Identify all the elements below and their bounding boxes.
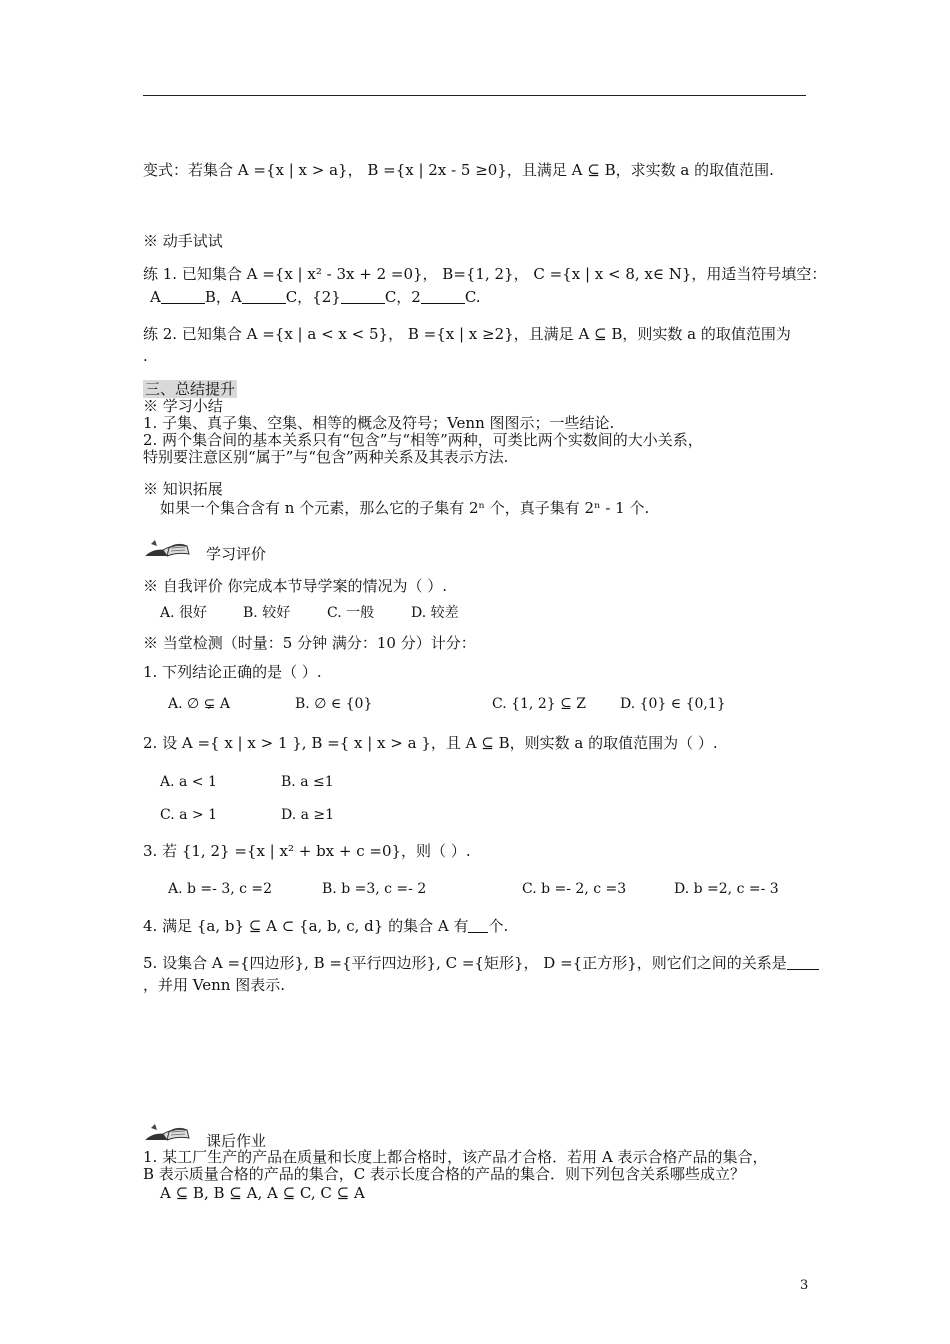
q5-text: 5. 设集合 A ={四边形}, B ={平行四边形}, C ={矩形}， D ={正方形}，则它们之间的关系是 [143,954,787,972]
self-eval-option-c[interactable]: C. 一般 [327,605,375,621]
exercise-1-blanks [150,287,481,307]
section-try-heading: ※ 动手试试 [143,232,223,250]
q3-option-c[interactable]: C. b =- 2, c =3 [522,881,627,897]
self-eval-option-d[interactable]: D. 较差 [411,605,459,621]
exercise-2-end: . [143,347,148,365]
self-eval-option-a[interactable]: A. 很好 [160,605,208,621]
header-rule [143,95,806,96]
blank-label: B，A [204,288,242,306]
page-number: 3 [800,1278,809,1293]
summary-point-1: 1. 子集、真子集、空集、相等的概念及符号；Venn 图图示；一些结论. [143,414,615,432]
question-3-stem: 3. 若 {1, 2} ={x | x² + bx + c =0}，则（ ）. [143,842,471,860]
q2-option-b[interactable]: B. a ≤1 [281,774,334,790]
homework-line-2: B 表示质量合格的产品的集合，C 表示长度合格的产品的集合．则下列包含关系哪些成立？ [143,1165,746,1183]
homework-line-1: 1. 某工厂生产的产品在质量和长度上都合格时，该产品才合格．若用 A 表示合格产品的集合， [143,1148,768,1166]
blank-label: A [150,288,161,306]
question-5-stem [143,953,819,973]
q3-option-a[interactable]: A. b =- 3, c =2 [168,881,273,897]
study-summary-heading: ※ 学习小结 [143,397,223,415]
q4-text: 4. 满足 {a, b} ⊆ A ⊂ {a, b, c, d} 的集合 A 有 [143,917,469,935]
book-icon [143,1120,195,1144]
variant-problem: 变式：若集合 A ={x | x > a}， B ={x | 2x - 5 ≥0}，且满足 A ⊆ B，求实数 a 的取值范围. [143,161,774,179]
homework-line-3: A ⊆ B, B ⊆ A, A ⊆ C, C ⊆ A [160,1184,365,1202]
question-2-stem: 2. 设 A ={ x | x > 1 }, B ={ x | x > a }，且 A ⊆ B，则实数 a 的取值范围为（ ）. [143,734,718,752]
question-1-stem: 1. 下列结论正确的是（ ）. [143,663,322,681]
q2-option-c[interactable]: C. a > 1 [160,807,217,823]
evaluation-title: 学习评价 [206,545,267,563]
q1-option-b[interactable]: B. ∅ ∈ {0} [295,696,373,712]
fill-blank[interactable] [341,289,385,304]
fill-blank[interactable] [421,289,465,304]
summary-point-2: 2. 两个集合间的基本关系只有“包含”与“相等”两种，可类比两个实数间的大小关系， [143,431,703,449]
summary-point-2-cont: 特别要注意区别“属于”与“包含”两种关系及其表示方法. [143,448,509,466]
knowledge-extension-text: 如果一个集合含有 n 个元素，那么它的子集有 2ⁿ 个，真子集有 2ⁿ - 1 个. [160,499,650,517]
fill-blank[interactable] [787,955,819,970]
summary-heading-text: 三、总结提升 [145,380,236,398]
q2-option-a[interactable]: A. a < 1 [160,774,217,790]
fill-blank[interactable] [468,918,488,933]
self-eval-option-b[interactable]: B. 较好 [243,605,291,621]
q1-option-d[interactable]: D. {0} ∈ {0,1} [620,696,726,712]
exercise-1-stem: 练 1. 已知集合 A ={x | x² - 3x + 2 =0}， B={1, 2}， C ={x | x < 8, x∈ N}，用适当符号填空： [143,265,827,283]
q1-option-a[interactable]: A. ∅ ⊊ A [168,696,230,712]
fill-blank[interactable] [161,289,205,304]
q3-option-d[interactable]: D. b =2, c =- 3 [674,881,779,897]
question-4-stem [143,916,508,936]
blank-label: C，{2} [285,288,341,306]
blank-label: C，2 [384,288,421,306]
homework-title: 课后作业 [206,1132,267,1150]
book-icon [143,536,195,560]
question-5-end: ，并用 Venn 图表示. [143,976,285,994]
q4-text-end: 个. [488,917,509,935]
self-evaluation: ※ 自我评价 你完成本节导学案的情况为（ ）. [143,577,448,595]
fill-blank[interactable] [242,289,286,304]
q3-option-b[interactable]: B. b =3, c =- 2 [322,881,427,897]
knowledge-extension-heading: ※ 知识拓展 [143,480,223,498]
q2-option-d[interactable]: D. a ≥1 [281,807,335,823]
exercise-2-stem: 练 2. 已知集合 A ={x | a < x < 5}， B ={x | x ≥2}，且满足 A ⊆ B，则实数 a 的取值范围为 [143,325,791,343]
q1-option-c[interactable]: C. {1, 2} ⊆ Z [492,696,587,712]
in-class-test-heading: ※ 当堂检测（时量：5 分钟 满分：10 分）计分： [143,634,476,652]
blank-label: C. [464,288,481,306]
